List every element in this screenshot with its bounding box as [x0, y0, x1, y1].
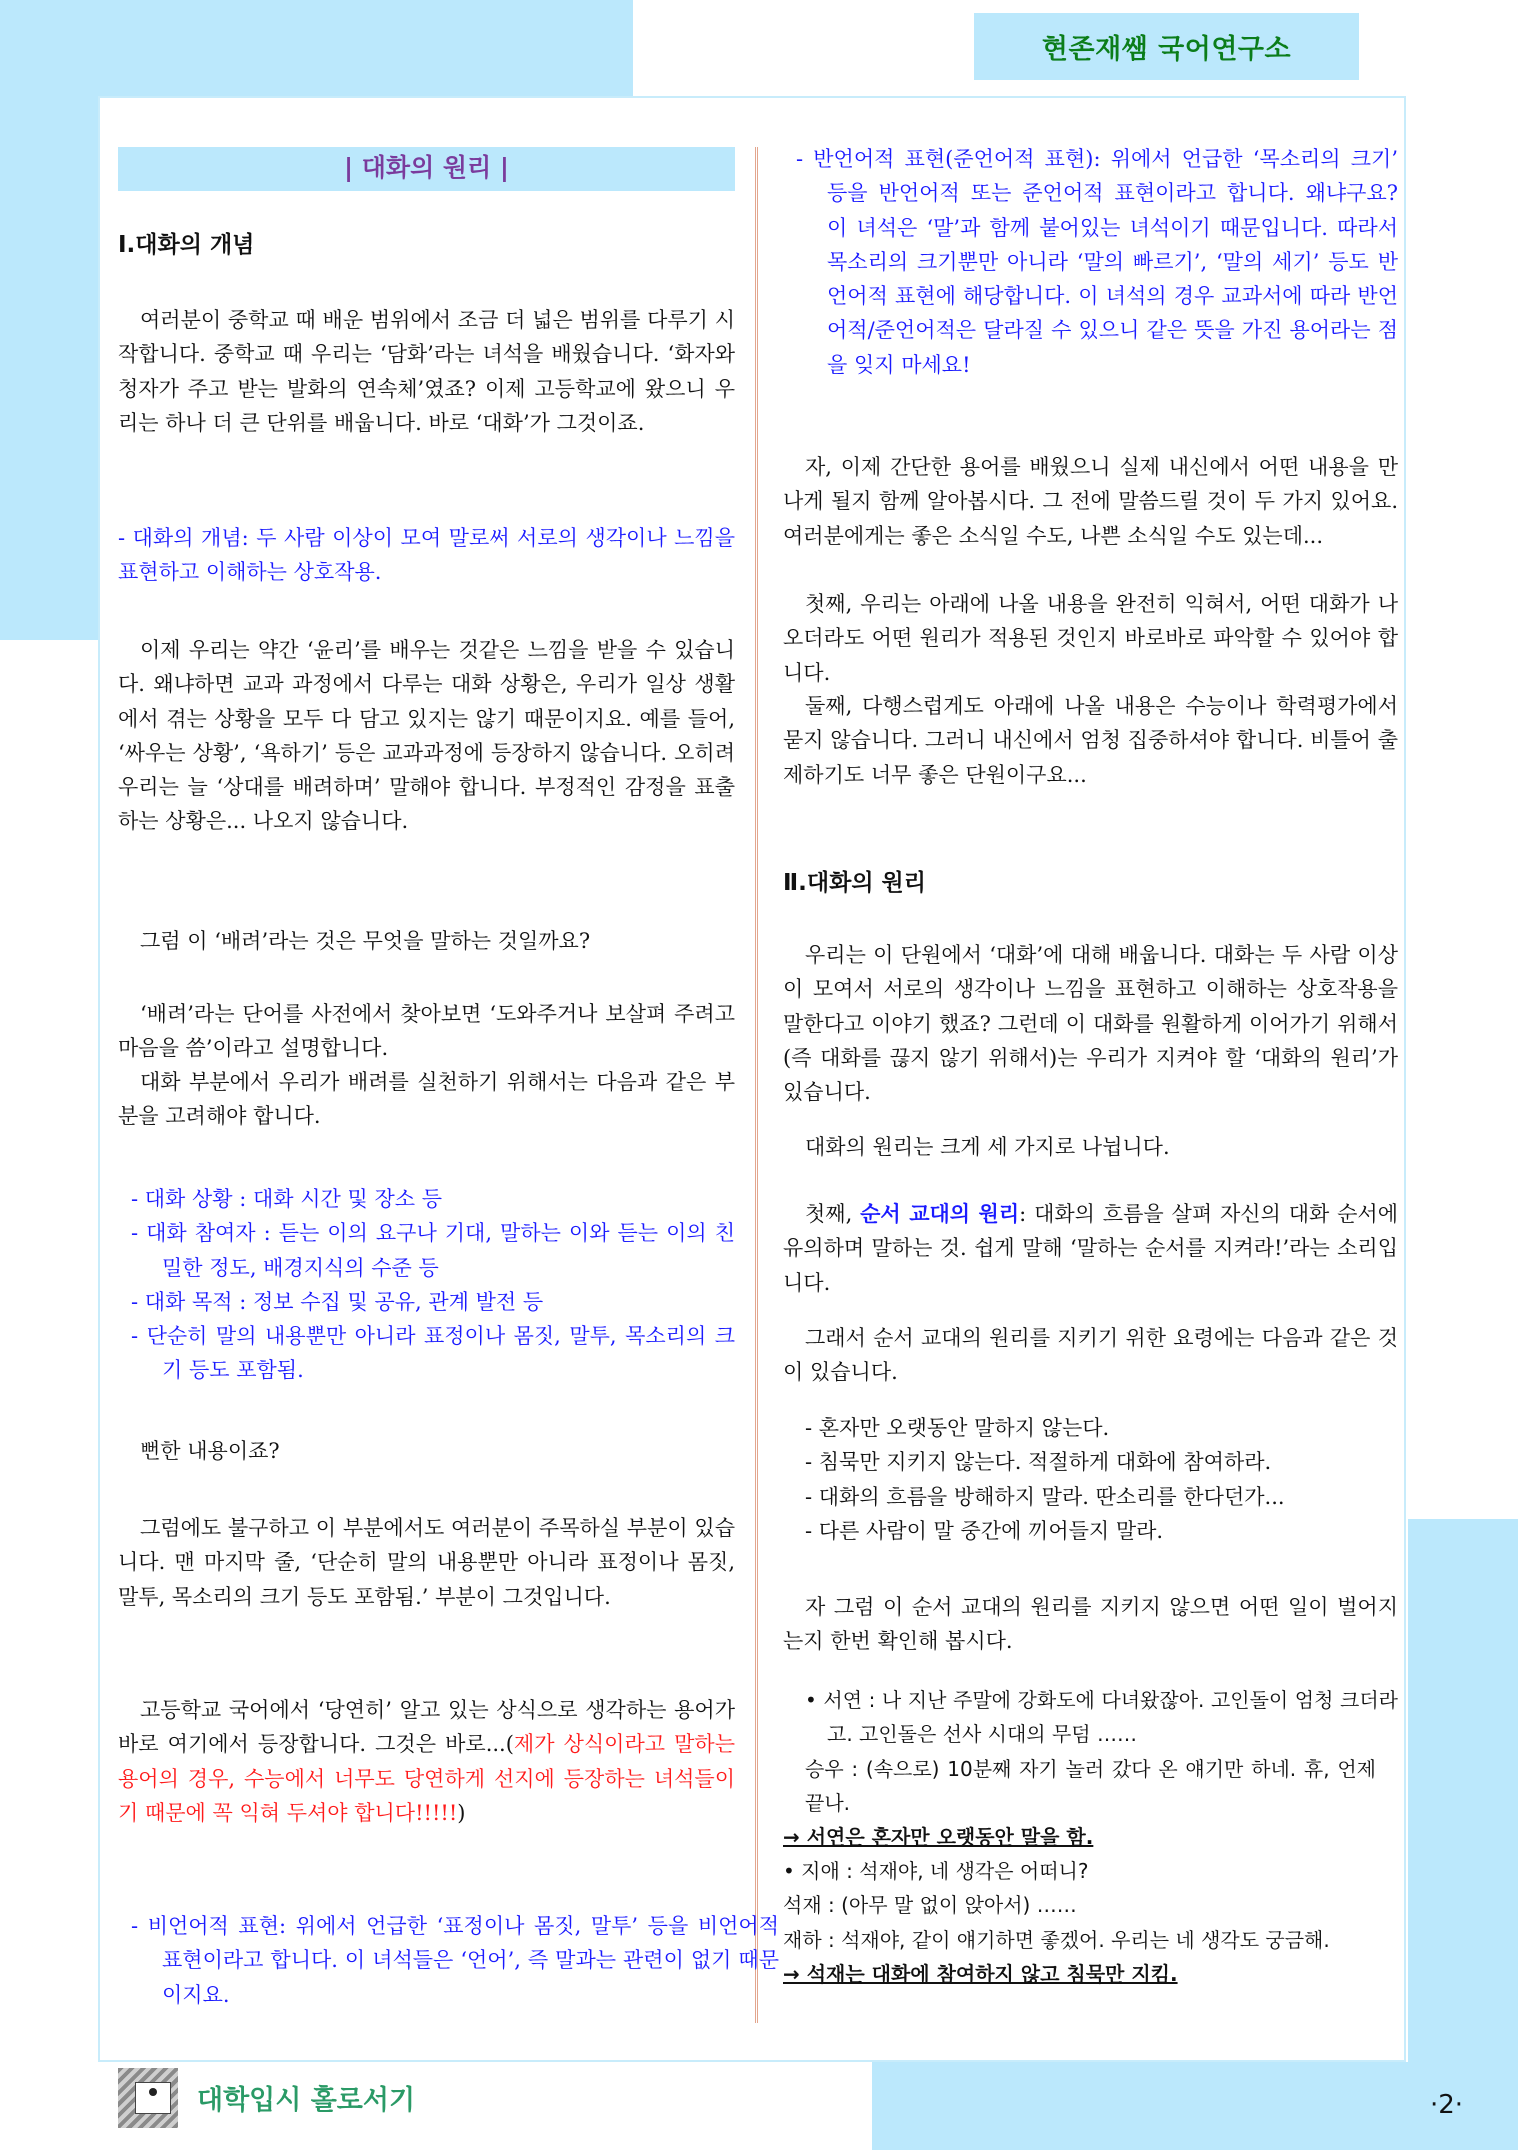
- page-number: ·2·: [1430, 2090, 1464, 2120]
- dialogue-example-1: [783, 1683, 1398, 1854]
- paragraph: 자 그럼 이 순서 교대의 원리를 지키지 않으면 어떤 일이 벌어지는지 한번 확인해 봅시다.: [783, 1595, 1398, 1654]
- header-title: 현존재쌤 국어연구소: [1041, 34, 1292, 65]
- heading-principles: Ⅱ.대화의 원리: [783, 870, 926, 896]
- sign-icon: [135, 2082, 171, 2114]
- nonverbal-note: - 비언어적 표현: 위에서 언급한 ‘표정이나 몸짓, 말투’ 등을 비언어적 표현이라고 합니다. 이 녀석들은 ‘언어’, 즉 말과는 관련이 없기 때문이지요.: [131, 1914, 779, 2007]
- paragraph: 우리는 이 단원에서 ‘대화’에 대해 배웁니다. 대화는 두 사람 이상이 모여서 서로의 생각이나 느낌을 표현하고 이해하는 상호작용을 말한다고 이야기 했죠? 그런데 이 대화를 원활하게 이어가기 위해서(즉 대화를 끊지 않기 위해서)는 우리가 지켜야 할 ‘대화의 원리’가 있습니다.: [783, 943, 1398, 1105]
- paragraph: 뻔한 내용이죠?: [140, 1439, 280, 1463]
- paragraph: 여러분이 중학교 때 배운 범위에서 조금 더 넓은 범위를 다루기 시작합니다. 중학교 때 우리는 ‘담화’라는 녀석을 배웠습니다. ‘화자와 청자가 주고 받는 발화의 연속체’였죠? 이제 고등학교에 왔으니 우리는 하나 더 큰 단위를 배웁니다. 바로 ‘대화’가 그것이죠.: [118, 308, 735, 435]
- keyword-turn-taking: 순서 교대의 원리: [860, 1202, 1020, 1226]
- list-item: - 대화 상황 : 대화 시간 및 장소 등: [131, 1187, 443, 1211]
- right-bottom-panel: [1408, 1519, 1518, 2150]
- list-item: - 단순히 말의 내용뿐만 아니라 표정이나 몸짓, 말투, 목소리의 크기 등도 포함됨.: [131, 1324, 735, 1383]
- dialogue-line: 석재 : (아무 말 없이 앉아서) ……: [783, 1893, 1077, 1918]
- paragraph: 첫째, 우리는 아래에 나올 내용을 완전히 익혀서, 어떤 대화가 나오더라도 어떤 원리가 적용된 것인지 바로바로 파악할 수 있어야 합니다.: [783, 592, 1398, 685]
- left-side-panel: [0, 0, 98, 640]
- dialogue-conclusion: → 석재는 대화에 참여하지 않고 침묵만 지킴.: [783, 1961, 1178, 1986]
- paragraph: 자, 이제 간단한 용어를 배웠으니 실제 내신에서 어떤 내용을 만나게 될지 함께 알아봅시다. 그 전에 말씀드릴 것이 두 가지 있어요. 여러분에게는 좋은 소식일 수도, 나쁜 소식일 수도 있는데...: [783, 455, 1398, 548]
- paragraph: 이제 우리는 약간 ‘윤리’를 배우는 것같은 느낌을 받을 수 있습니다. 왜냐하면 교과 과정에서 다루는 대화 상황은, 우리가 일상 생활에서 겪는 상황을 모두 다 담고 있지는 않기 때문이지요. 예를 들어, ‘싸우는 상황’, ‘욕하기’ 등은 교과과정에 등장하지 않습니다. 오히려 우리는 늘 ‘상대를 배려하며’ 말해야 합니다. 부정적인 감정을 표출하는 상황은... 나오지 않습니다.: [118, 638, 735, 834]
- paragraph-emphasis: [118, 1693, 735, 1830]
- dialogue-line: 승우 : (속으로) 10분째 자기 놀러 갔다 온 얘기만 하네. 휴, 언제 끝나.: [805, 1756, 1376, 1815]
- paraverbal-note: - 반언어적 표현(준언어적 표현): 위에서 언급한 ‘목소리의 크기’ 등을 반언어적 또는 준언어적 표현이라고 합니다. 왜냐구요? 이 녀석은 ‘말’과 함께 붙어있는 녀석이기 때문입니다. 따라서 목소리의 크기뿐만 아니라 ‘말의 빠르기’, ‘말의 세기’ 등도 반언어적 표현에 해당합니다. 이 녀석의 경우 교과서에 따라 반언어적/준언어적은 달라질 수 있으니 같은 뜻을 가진 용어라는 점을 잊지 마세요!: [796, 147, 1398, 377]
- rules-list: [783, 1411, 1398, 1548]
- list-item: - 대화 참여자 : 듣는 이의 요구나 기대, 말하는 이와 듣는 이의 친밀한 정도, 배경지식의 수준 등: [131, 1221, 735, 1280]
- paragraph: 대화의 원리는 크게 세 가지로 나뉩니다.: [805, 1135, 1170, 1159]
- section-title-box: [118, 147, 735, 191]
- paragraph: 대화 부분에서 우리가 배려를 실천하기 위해서는 다음과 같은 부분을 고려해야 합니다.: [118, 1070, 735, 1129]
- paragraph: 그럼 이 ‘배려’라는 것은 무엇을 말하는 것일까요?: [140, 929, 591, 953]
- dialogue-line: • 지애 : 석재야, 네 생각은 어떠니?: [783, 1859, 1089, 1883]
- paragraph: 둘째, 다행스럽게도 아래에 나올 내용은 수능이나 학력평가에서 묻지 않습니다. 그러니 내신에서 엄청 집중하셔야 합니다. 비틀어 출제하기도 너무 좋은 단원이구요...: [783, 694, 1398, 787]
- dialogue-example-2: [783, 1854, 1398, 1991]
- dialogue-conclusion: → 서연은 혼자만 오랫동안 말을 함.: [783, 1825, 1094, 1850]
- paragraph: 그럼에도 불구하고 이 부분에서도 여러분이 주목하실 부분이 있습니다. 맨 마지막 줄, ‘단순히 말의 내용뿐만 아니라 표정이나 몸짓, 말투, 목소리의 크기 등도 포함됨.’ 부분이 그것입니다.: [118, 1516, 735, 1609]
- definition-note: - 대화의 개념: 두 사람 이상이 모여 말로써 서로의 생각이나 느낌을 표현하고 이해하는 상호작용.: [118, 526, 735, 585]
- heading-concept: Ⅰ.대화의 개념: [118, 232, 255, 258]
- paragraph-text: ): [457, 1800, 466, 1825]
- column-divider: [755, 1023, 758, 2023]
- paragraph: 그래서 순서 교대의 원리를 지키기 위한 요령에는 다음과 같은 것이 있습니다.: [783, 1326, 1398, 1385]
- list-item: - 대화 목적 : 정보 수집 및 공유, 관계 발전 등: [131, 1289, 544, 1314]
- dialogue-line: 재하 : 석재야, 같이 얘기하면 좋겠어. 우리는 네 생각도 궁금해.: [783, 1927, 1330, 1952]
- paragraph-text: 첫째,: [805, 1202, 861, 1226]
- paragraph-turn-taking: [783, 1197, 1398, 1300]
- header-box: [974, 13, 1359, 80]
- paragraph: ‘배려’라는 단어를 사전에서 찾아보면 ‘도와주거나 보살펴 주려고 마음을 씀’이라고 설명합니다.: [118, 1002, 735, 1061]
- list-item: - 혼자만 오랫동안 말하지 않는다.: [805, 1416, 1110, 1440]
- footer-brand: 대학입시 홀로서기: [197, 2085, 416, 2116]
- footer-right-panel: [872, 2062, 1518, 2150]
- dialogue-line: • 서연 : 나 지난 주말에 강화도에 다녀왔잖아. 고인돌이 엄청 크더라고. 고인돌은 선사 시대의 무덤 ……: [805, 1688, 1398, 1747]
- consideration-list: [118, 1182, 735, 1388]
- column-divider: [755, 147, 758, 1023]
- warning-text: 제가 상식이라고 말하는 용어의 경우, 수능에서 너무도 당연하게 선지에 등장하는 녀석들이기 때문에 꼭 익혀 두셔야 합니다!!!!!: [118, 1732, 736, 1825]
- list-item: - 대화의 흐름을 방해하지 말라. 딴소리를 한다던가...: [805, 1484, 1285, 1509]
- section-title: | 대화의 원리 |: [343, 153, 510, 182]
- list-item: - 침묵만 지키지 않는다. 적절하게 대화에 참여하라.: [805, 1450, 1272, 1475]
- brand-logo-image: [118, 2068, 178, 2128]
- list-item: - 다른 사람이 말 중간에 끼어들지 말라.: [805, 1518, 1164, 1543]
- paragraph-text: : 대화의 흐름을 살펴 자신의 대화 순서에 유의하며 말하는 것. 쉽게 말해 ‘말하는 순서를 지켜라!’라는 소리입니다.: [783, 1202, 1398, 1295]
- paragraph-text: 고등학교 국어에서 ‘당연히’ 알고 있는 상식으로 생각하는 용어가 바로 여기에서 등장합니다. 그것은 바로...(: [118, 1698, 735, 1757]
